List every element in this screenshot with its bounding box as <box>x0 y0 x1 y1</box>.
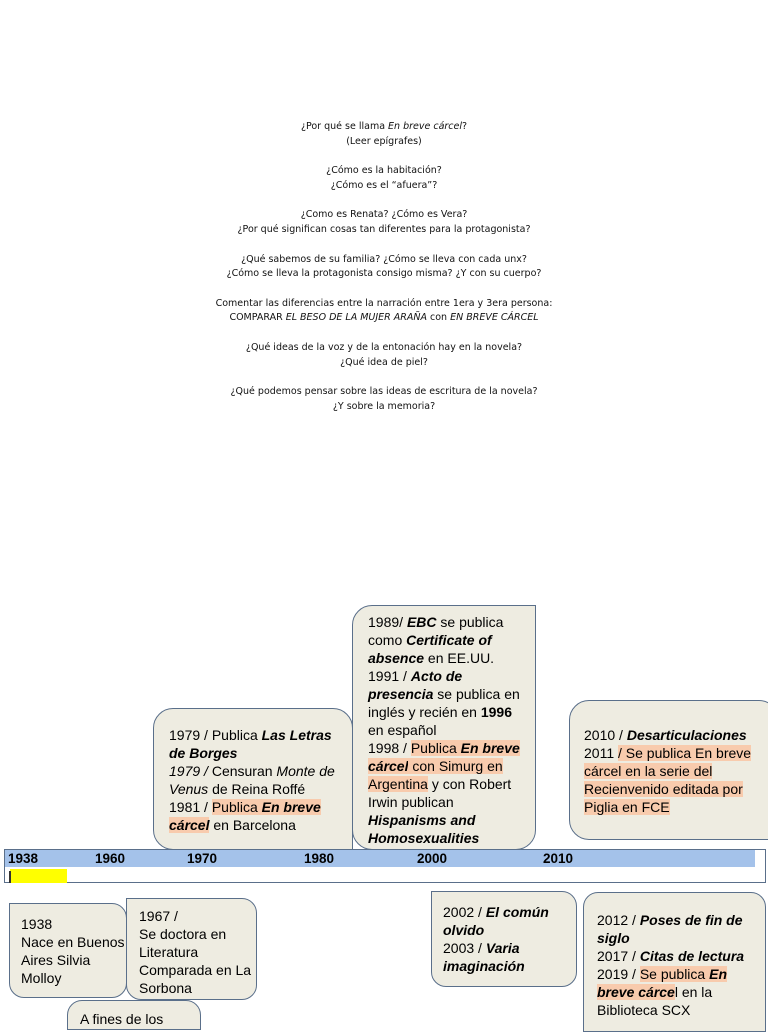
question-group <box>120 120 648 149</box>
question-line: ¿Cómo es el “afuera”? <box>330 179 438 191</box>
box-text: 2003 / <box>443 940 486 956</box>
question-line <box>120 120 648 135</box>
box-text: en español <box>368 722 437 738</box>
book-title: Certificate of absence <box>368 632 492 666</box>
year-label: 2010 <box>543 851 574 866</box>
book-title: En breve cárcel <box>169 799 321 833</box>
question-text: ? <box>462 121 468 132</box>
highlighted-text: Publica <box>410 740 461 756</box>
timeline-box-2012 <box>583 892 766 1032</box>
timeline-box-1967 <box>126 898 257 1000</box>
book-title: Citas de lectura <box>639 948 745 964</box>
book-title: El común olvido <box>443 904 549 938</box>
year-marker <box>10 869 67 883</box>
timeline-bar <box>4 849 766 883</box>
box-text: Biblioteca SCX <box>597 1002 691 1018</box>
question-title: EL BESO DE LA MUJER ARAÑA <box>285 312 427 324</box>
box-year: 1967 / <box>139 908 178 924</box>
box-text: en Barcelona <box>209 817 296 833</box>
box-text: 2002 / <box>443 904 486 920</box>
question-group <box>120 208 648 237</box>
question-line: ¿Por qué significan cosas tan diferentes para la protagonista? <box>237 223 531 235</box>
question-line: ¿Qué ideas de la voz y de la entonación hay en la novela? <box>245 341 523 353</box>
question-text: con <box>427 312 451 324</box>
book-title: En breve cárce <box>597 966 727 1000</box>
question-line: ¿Cómo se lleva la protagonista consigo misma? ¿Y con su cuerpo? <box>226 268 542 280</box>
question-line: Comentar las diferencias entre la narración entre 1era y 3era persona: <box>215 297 553 309</box>
book-title: EBC <box>406 614 437 630</box>
book-title: Varia imaginación <box>443 940 525 974</box>
question-group <box>120 385 648 414</box>
box-text: 1991 / <box>368 668 411 684</box>
year-label: 1980 <box>304 851 335 866</box>
question-line: (Leer epígrafes) <box>346 135 422 147</box>
box-text: 1979 / Publica <box>169 727 262 743</box>
box-text: Nace en Buenos Aires Silvia Molloy <box>21 934 125 986</box>
box-text: 2017 / <box>597 948 640 964</box>
highlighted-text: Publica <box>211 799 262 815</box>
timeline-box-2010 <box>569 700 768 840</box>
question-group <box>120 341 648 370</box>
year-label: 1938 <box>8 851 39 866</box>
box-text: 2019 / <box>597 966 640 982</box>
question-title: EN BREVE CÁRCEL <box>450 312 539 324</box>
box-text: 2012 / <box>597 912 640 928</box>
box-text: y con Robert Irwin publican <box>368 776 512 810</box>
box-text: 1989/ <box>368 614 407 630</box>
bar-tick <box>9 871 11 883</box>
book-title: Poses de fin de siglo <box>597 912 743 946</box>
book-title: Acto de presencia <box>368 668 463 702</box>
box-text: se publica en inglés y recién en <box>368 686 520 720</box>
year-label: 1970 <box>187 851 218 866</box>
questions-list <box>120 120 648 429</box>
box-text: 2010 / <box>584 727 627 743</box>
question-title: En breve cárcel <box>388 121 463 132</box>
question-line: ¿Qué podemos pensar sobre las ideas de escritura de la novela? <box>230 386 538 398</box>
highlighted-text: Se publica <box>639 966 710 982</box>
year-text: 1996 <box>480 704 512 720</box>
box-text: en EE.UU. <box>424 650 495 666</box>
book-title: Desarticulaciones <box>626 727 747 743</box>
question-line: ¿Qué idea de piel? <box>340 356 428 368</box>
timeline-box-1979 <box>153 708 353 850</box>
question-text: COMPARAR <box>229 312 286 324</box>
question-group <box>120 164 648 193</box>
box-text: 1998 / <box>368 740 411 756</box>
box-text: 1981 / <box>169 799 212 815</box>
box-text: A fines de los <box>80 1011 164 1027</box>
year-label: 2000 <box>417 851 448 866</box>
timeline-box-1938 <box>9 903 127 998</box>
box-text: de Reina Roffé <box>208 781 306 797</box>
timeline-box-finales <box>67 1000 201 1030</box>
box-year: 1938 <box>21 916 53 932</box>
box-text: l en la <box>674 984 713 1000</box>
question-line: ¿Cómo es la habitación? <box>326 165 442 177</box>
highlighted-text: / Se publica En breve cárcel en la serie del Recienvenido editada por Piglia en FCE <box>584 745 752 815</box>
question-line <box>120 311 648 326</box>
question-group <box>120 297 648 326</box>
question-line: ¿Como es Renata? ¿Cómo es Vera? <box>300 209 468 221</box>
book-title: En breve cárcel <box>368 740 520 774</box>
book-title: Las Letras de Borges <box>169 727 332 761</box>
timeline-box-2002 <box>431 891 577 987</box>
question-line: ¿Y sobre la memoria? <box>332 400 436 412</box>
highlighted-text: con <box>408 758 439 774</box>
year-label: 1960 <box>95 851 126 866</box>
highlighted-text: Simurg en Argentina <box>368 758 503 792</box>
book-title: Monte de Venus <box>169 763 335 797</box>
question-group <box>120 253 648 282</box>
question-text: ¿Por qué se llama <box>300 121 389 132</box>
box-text: 1979 / <box>169 763 208 779</box>
book-title: Hispanisms and Homosexualities <box>368 812 480 846</box>
box-text: Se doctora en Literatura Comparada en La Sorbona <box>139 926 252 996</box>
box-text: se publica como <box>368 614 504 648</box>
box-text: Censuran <box>207 763 277 779</box>
box-text: 2011 <box>584 745 618 761</box>
timeline-box-1989 <box>352 605 536 850</box>
question-line: ¿Qué sabemos de su familia? ¿Cómo se lleva con cada unx? <box>241 253 527 265</box>
